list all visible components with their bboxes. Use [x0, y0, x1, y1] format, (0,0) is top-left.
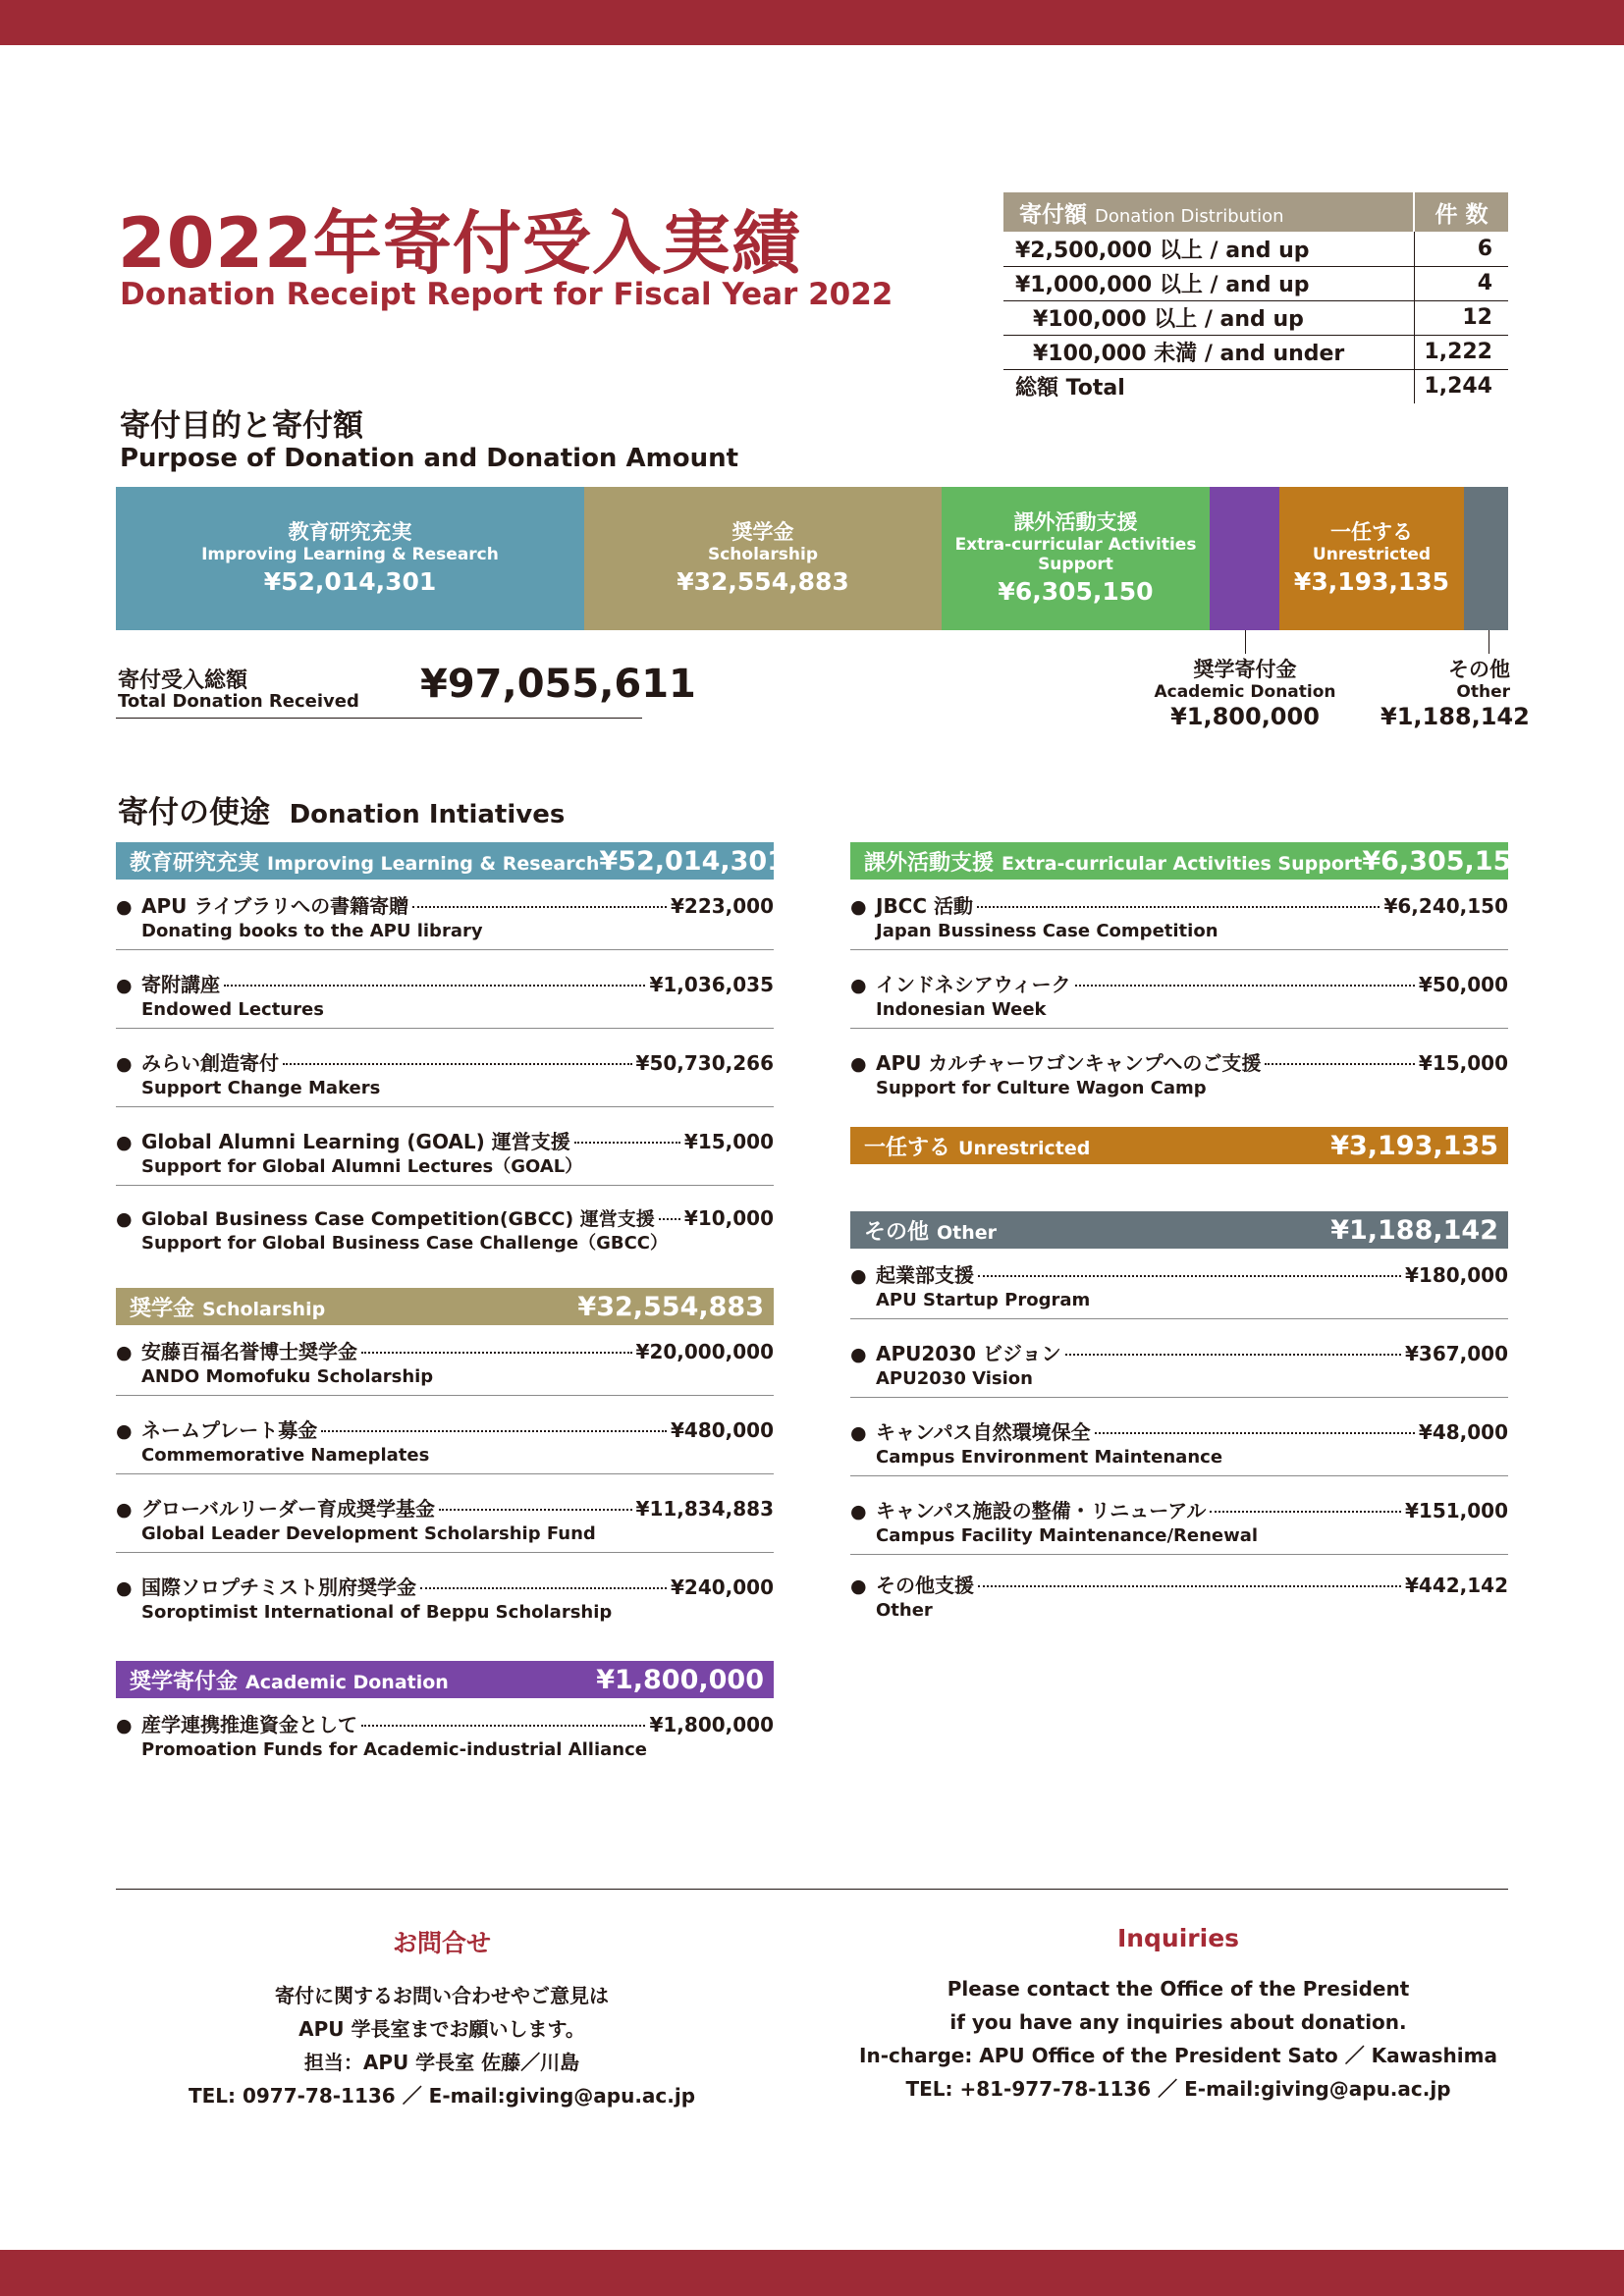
list-item — [850, 1050, 1508, 1107]
inquiries-line: 担当：APU 学長室 佐藤／川島 — [303, 2051, 580, 2074]
item-name-en: Promoation Funds for Academic-industrial Alliance — [141, 1739, 647, 1760]
list-item — [850, 972, 1508, 1029]
item-name-en: ANDO Momofuku Scholarship — [141, 1366, 434, 1387]
leader-dots — [978, 1585, 1401, 1587]
inquiries-contact: TEL: 0977-78-1136 ／ E-mail:giving@apu.ac.jp — [188, 2084, 696, 2108]
initiatives-heading-ja: 寄付の使途 — [118, 795, 270, 830]
item-amount: ¥15,000 — [1418, 1051, 1508, 1075]
category-header-extracurricular — [850, 842, 1531, 880]
distribution-count: 12 — [1414, 300, 1508, 335]
distribution-label: ¥1,000,000 以上 / and up — [1003, 266, 1414, 300]
inquiries-line: Please contact the Office of the President — [947, 1977, 1410, 2001]
bullet-icon: ● — [116, 975, 133, 996]
item-amount: ¥151,000 — [1404, 1499, 1508, 1522]
callout-other — [1380, 658, 1530, 730]
callout-label-en: Academic Donation — [1154, 682, 1336, 703]
category-title-ja: その他 — [864, 1219, 930, 1245]
bullet-icon: ● — [116, 1208, 133, 1230]
item-amount: ¥1,800,000 — [649, 1713, 774, 1736]
list-item — [850, 1341, 1508, 1398]
leader-dots — [321, 1430, 667, 1432]
category-header-unrestricted — [850, 1127, 1508, 1164]
segment-label-en: Improving Learning & Research — [201, 545, 499, 565]
segment-amount: ¥32,554,883 — [677, 567, 849, 597]
bullet-icon: ● — [116, 896, 133, 918]
bullet-icon: ● — [116, 1132, 133, 1153]
distribution-header-ja: 寄付額 — [1019, 201, 1087, 228]
category-title-ja: 奨学金 — [130, 1296, 195, 1321]
category-header-academic — [116, 1661, 774, 1698]
inquiries-ja — [157, 1924, 727, 2112]
leader-dots — [977, 906, 1380, 908]
list-item — [116, 1129, 774, 1186]
page-title: 2022年寄付受入実績 — [118, 203, 801, 284]
item-name-ja: 寄附講座 — [141, 973, 220, 996]
item-name-ja: キャンパス自然環境保全 — [876, 1420, 1091, 1444]
inquiries-contact: TEL: +81-977-78-1136 ／ E-mail:giving@apu.ac.jp — [905, 2077, 1451, 2101]
bar-segment-academic — [1210, 487, 1279, 630]
page-subtitle: Donation Receipt Report for Fiscal Year 2022 — [120, 277, 893, 312]
item-name-ja: みらい創造寄付 — [141, 1051, 279, 1075]
bullet-icon: ● — [850, 1422, 867, 1444]
bullet-icon: ● — [116, 1577, 133, 1599]
list-item — [116, 1575, 774, 1631]
inquiries-en — [844, 1924, 1512, 2106]
item-name-en: Support for Global Alumni Lectures（GOAL） — [141, 1156, 583, 1177]
leader-dots — [574, 1142, 680, 1144]
category-title-en: Scholarship — [202, 1298, 326, 1320]
category-header-scholarship — [116, 1288, 774, 1325]
bullet-icon: ● — [850, 1344, 867, 1365]
category-amount: ¥6,305,150 — [1362, 845, 1531, 877]
list-item — [850, 1419, 1508, 1476]
inquiries-title-ja: お問合せ — [392, 1929, 491, 1957]
item-name-ja: ネームプレート募金 — [141, 1418, 318, 1442]
bar-segment-education — [116, 487, 584, 630]
bullet-icon: ● — [116, 1499, 133, 1521]
table-row-total — [1003, 369, 1508, 403]
table-row — [1003, 266, 1508, 300]
list-item — [116, 1417, 774, 1474]
category-title-en: Academic Donation — [245, 1671, 449, 1693]
list-item — [850, 893, 1508, 950]
list-item — [116, 1496, 774, 1553]
leader-dots — [361, 1725, 645, 1727]
item-name-en: Commemorative Nameplates — [141, 1445, 430, 1466]
item-name-ja: JBCC 活動 — [876, 894, 974, 918]
item-amount: ¥50,730,266 — [635, 1051, 774, 1075]
category-amount: ¥3,193,135 — [1330, 1130, 1498, 1161]
category-title-ja: 教育研究充実 — [130, 850, 260, 876]
item-amount: ¥50,000 — [1418, 973, 1508, 996]
purpose-stacked-bar — [116, 487, 1508, 630]
item-name-ja: Global Business Case Competition(GBCC) 運営支援 — [141, 1208, 655, 1230]
item-amount: ¥11,834,883 — [635, 1497, 774, 1521]
table-row — [1003, 300, 1508, 335]
callout-line-academic — [1245, 630, 1246, 654]
item-amount: ¥1,036,035 — [649, 973, 774, 996]
bullet-icon: ● — [850, 1575, 867, 1597]
category-title-en: Other — [937, 1221, 998, 1244]
count-header: 件 数 — [1414, 192, 1508, 232]
leader-dots — [1210, 1511, 1401, 1513]
item-amount: ¥10,000 — [683, 1206, 774, 1230]
item-name-en: Campus Facility Maintenance/Renewal — [876, 1525, 1259, 1546]
segment-label-en: Scholarship — [707, 545, 818, 565]
category-title-en: Improving Learning & Research — [267, 852, 600, 875]
bottom-band — [0, 2250, 1624, 2296]
item-name-ja: その他支援 — [876, 1574, 974, 1597]
purpose-heading-ja: 寄付目的と寄付額 — [120, 408, 363, 444]
segment-label-ja: 一任する — [1330, 520, 1413, 545]
list-item — [850, 1573, 1508, 1629]
item-name-ja: インドネシアウィーク — [876, 973, 1071, 996]
distribution-label: ¥100,000 以上 / and up — [1003, 300, 1414, 335]
list-item — [850, 1498, 1508, 1555]
inquiries-line: APU 学長室までお願いします。 — [298, 2017, 585, 2041]
callout-label-ja: その他 — [1448, 658, 1510, 681]
bullet-icon: ● — [850, 975, 867, 996]
leader-dots — [283, 1063, 632, 1065]
distribution-count: 4 — [1414, 266, 1508, 300]
item-name-en: APU Startup Program — [876, 1290, 1091, 1310]
item-name-ja: Global Alumni Learning (GOAL) 運営支援 — [141, 1130, 570, 1153]
item-name-ja: 産学連携推進資金として — [141, 1713, 357, 1736]
top-band — [0, 0, 1624, 45]
callout-label-ja: 奨学寄付金 — [1193, 658, 1297, 681]
list-item — [116, 1050, 774, 1107]
item-name-ja: 安藤百福名誉博士奨学金 — [141, 1340, 357, 1363]
category-amount: ¥1,188,142 — [1330, 1214, 1498, 1246]
inquiries-line: In-charge: APU Office of the President Sato ／ Kawashima — [859, 2044, 1497, 2067]
bar-segment-extracurricular — [942, 487, 1210, 630]
distribution-count: 1,222 — [1414, 335, 1508, 369]
leader-dots — [439, 1509, 632, 1511]
category-title-en: Extra-curricular Activities Support — [1001, 852, 1363, 875]
distribution-label: ¥100,000 未満 / and under — [1003, 335, 1414, 369]
callout-amount: ¥1,800,000 — [1170, 702, 1320, 730]
segment-label-ja: 教育研究充実 — [288, 520, 412, 545]
leader-dots — [1065, 1354, 1401, 1356]
list-item — [116, 893, 774, 950]
callout-amount: ¥1,188,142 — [1380, 702, 1530, 730]
leader-dots — [978, 1275, 1401, 1277]
segment-label-ja: 奨学金 — [731, 520, 794, 545]
leader-dots — [1095, 1432, 1415, 1434]
total-underline — [116, 718, 642, 719]
total-label-en: Total Donation Received — [118, 691, 359, 712]
item-name-en: Donating books to the APU library — [141, 921, 483, 941]
item-name-ja: APU ライブラリへの書籍寄贈 — [141, 894, 409, 918]
list-item — [116, 1339, 774, 1396]
footer-divider — [116, 1889, 1508, 1890]
inquiries-title-en: Inquiries — [1116, 1924, 1240, 1952]
item-amount: ¥223,000 — [670, 894, 774, 918]
item-name-en: Support for Culture Wagon Camp — [876, 1078, 1207, 1098]
item-name-en: Other — [876, 1600, 933, 1621]
item-amount: ¥20,000,000 — [635, 1340, 774, 1363]
table-row — [1003, 335, 1508, 369]
inquiries-line: if you have any inquiries about donation. — [949, 2010, 1407, 2034]
item-name-ja: グローバルリーダー育成奨学基金 — [141, 1497, 435, 1521]
item-amount: ¥442,142 — [1404, 1574, 1508, 1597]
distribution-count: 6 — [1414, 232, 1508, 266]
bullet-icon: ● — [850, 896, 867, 918]
leader-dots — [224, 985, 645, 987]
donation-distribution-table — [1003, 192, 1508, 403]
category-header-other — [850, 1211, 1508, 1249]
item-name-en: Support for Global Business Case Challenge（GBCC） — [141, 1233, 669, 1254]
list-item — [116, 972, 774, 1029]
leader-dots — [1265, 1063, 1415, 1065]
item-name-en: Soroptimist International of Beppu Scholarship — [141, 1602, 613, 1623]
list-item — [116, 1712, 774, 1769]
item-amount: ¥240,000 — [670, 1575, 774, 1599]
list-item — [850, 1262, 1508, 1319]
segment-amount: ¥3,193,135 — [1293, 567, 1450, 597]
item-name-en: APU2030 Vision — [876, 1368, 1033, 1389]
leader-dots — [361, 1352, 632, 1354]
bullet-icon: ● — [116, 1715, 133, 1736]
category-title-ja: 課外活動支援 — [864, 850, 995, 876]
item-amount: ¥180,000 — [1404, 1263, 1508, 1287]
item-amount: ¥6,240,150 — [1383, 894, 1508, 918]
leader-dots — [1075, 985, 1415, 987]
initiatives-heading — [118, 787, 565, 831]
item-name-en: Campus Environment Maintenance — [876, 1447, 1223, 1468]
inquiries-line: 寄付に関するお問い合わせやご意見は — [275, 1984, 609, 2007]
distribution-label: ¥2,500,000 以上 / and up — [1003, 232, 1414, 266]
item-name-ja: 国際ソロプチミスト別府奨学金 — [141, 1575, 416, 1599]
segment-amount: ¥6,305,150 — [998, 577, 1154, 607]
category-header-education — [116, 842, 785, 880]
item-amount: ¥15,000 — [683, 1130, 774, 1153]
item-name-en: Global Leader Development Scholarship Fund — [141, 1523, 596, 1544]
distribution-total-label: 総額 Total — [1015, 376, 1125, 401]
item-amount: ¥480,000 — [670, 1418, 774, 1442]
bullet-icon: ● — [850, 1265, 867, 1287]
list-item — [116, 1205, 774, 1262]
leader-dots — [659, 1218, 680, 1220]
category-amount: ¥32,554,883 — [577, 1291, 764, 1322]
item-name-ja: APU カルチャーワゴンキャンプへのご支援 — [876, 1051, 1262, 1075]
item-name-en: Endowed Lectures — [141, 999, 324, 1020]
category-title-en: Unrestricted — [958, 1137, 1091, 1159]
initiatives-heading-en: Donation Intiatives — [289, 800, 566, 829]
item-name-en: Support Change Makers — [141, 1078, 381, 1098]
callout-label-en: Other — [1456, 682, 1510, 703]
bullet-icon: ● — [850, 1501, 867, 1522]
category-amount: ¥52,014,301 — [599, 845, 785, 877]
leader-dots — [412, 906, 667, 908]
bullet-icon: ● — [116, 1342, 133, 1363]
segment-label-en: Unrestricted — [1312, 545, 1432, 565]
item-amount: ¥48,000 — [1418, 1420, 1508, 1444]
item-name-en: Indonesian Week — [876, 999, 1047, 1020]
category-title-ja: 奨学寄付金 — [130, 1669, 239, 1694]
total-amount: ¥97,055,611 — [420, 662, 696, 707]
item-name-ja: 起業部支援 — [876, 1263, 974, 1287]
item-name-en: Japan Bussiness Case Competition — [876, 921, 1218, 941]
distribution-header-en: Donation Distribution — [1095, 205, 1284, 227]
bullet-icon: ● — [850, 1053, 867, 1075]
callout-academic — [1149, 658, 1341, 730]
bar-segment-unrestricted — [1279, 487, 1464, 630]
segment-label-en-2: Support — [1038, 555, 1113, 575]
total-label-ja: 寄付受入総額 — [118, 668, 248, 693]
category-amount: ¥1,800,000 — [596, 1664, 764, 1695]
leader-dots — [420, 1587, 667, 1589]
bullet-icon: ● — [116, 1420, 133, 1442]
table-row — [1003, 232, 1508, 266]
distribution-header — [1003, 192, 1414, 232]
item-amount: ¥367,000 — [1404, 1342, 1508, 1365]
segment-label-ja: 課外活動支援 — [1013, 510, 1138, 535]
item-name-ja: APU2030 ビジョン — [876, 1342, 1061, 1365]
bar-segment-scholarship — [584, 487, 942, 630]
distribution-total-count: 1,244 — [1414, 369, 1508, 403]
category-title-ja: 一任する — [864, 1135, 951, 1160]
bullet-icon: ● — [116, 1053, 133, 1075]
bar-segment-other — [1464, 487, 1508, 630]
segment-amount: ¥52,014,301 — [263, 567, 437, 597]
item-name-ja: キャンパス施設の整備・リニューアル — [876, 1499, 1207, 1522]
segment-label-en: Extra-curricular Activities — [954, 535, 1197, 556]
purpose-heading-en: Purpose of Donation and Donation Amount — [120, 444, 739, 473]
